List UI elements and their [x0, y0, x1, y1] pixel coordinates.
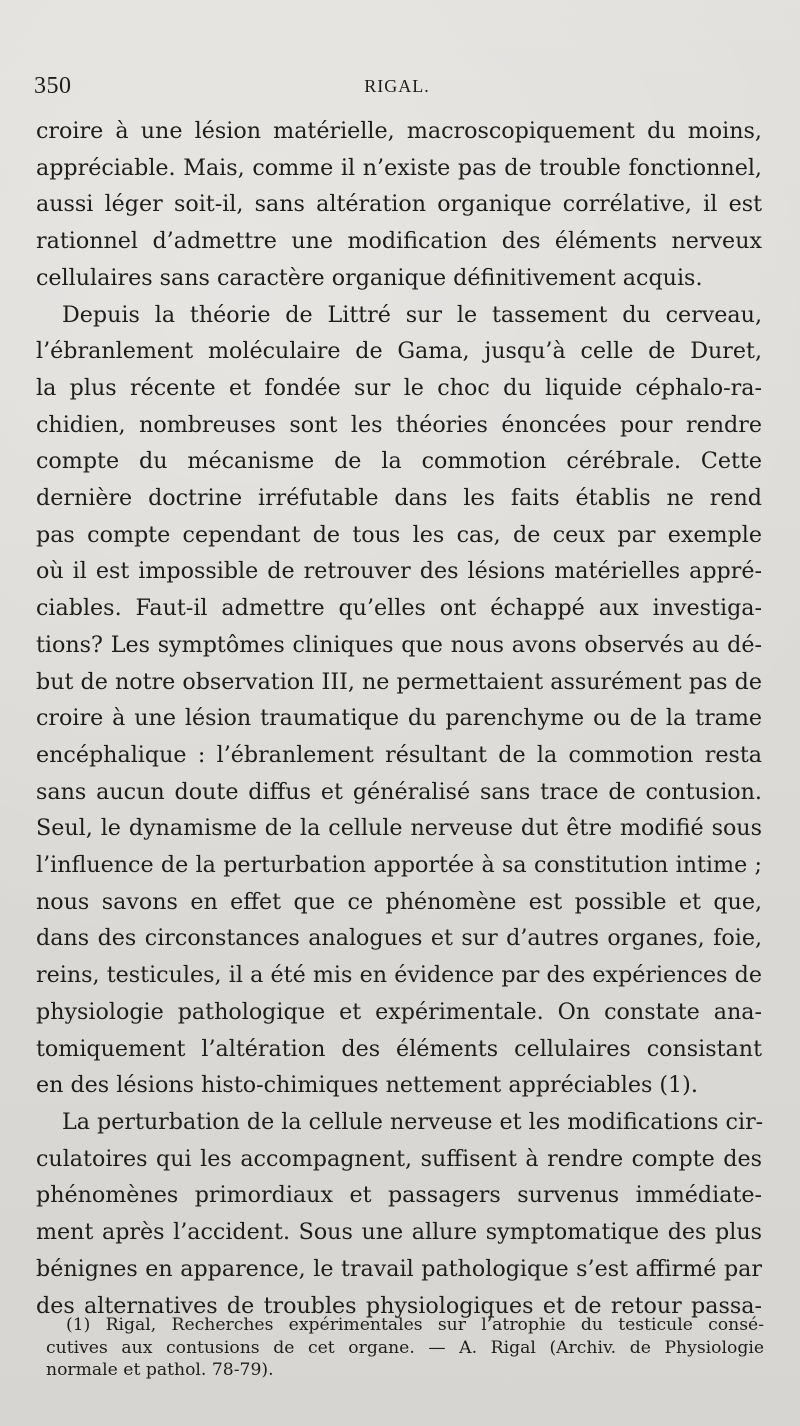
text-line: tomiquement l’altération des éléments cellulaires consistant — [36, 1035, 762, 1062]
text-line: culatoires qui les accompagnent, suffisent à rendre compte des — [36, 1145, 762, 1172]
text-line: cellulaires sans caractère organique définitivement acquis. — [36, 264, 703, 291]
text-line: des alternatives de troubles physiologiques et de retour passa- — [36, 1292, 762, 1319]
text-line: appréciable. Mais, comme il n’existe pas de trouble fonctionnel, — [36, 154, 762, 181]
text-line: bénignes en apparence, le travail pathologique s’est affirmé par — [36, 1255, 762, 1282]
text-line: Depuis la théorie de Littré sur le tassement du cerveau, — [62, 301, 762, 328]
text-line: aussi léger soit-il, sans altération organique corrélative, il est — [36, 191, 762, 218]
text-line: dans des circonstances analogues et sur d’autres organes, foie, — [36, 925, 762, 952]
text-line: nous savons en effet que ce phénomène est possible et que, — [36, 888, 762, 915]
text-line: croire à une lésion matérielle, macroscopiquement du moins, — [36, 118, 762, 144]
text-line: rationnel d’admettre une modification des éléments nerveux — [36, 228, 762, 255]
text-line: l’influence de la perturbation apportée à sa constitution intime ; — [36, 852, 762, 879]
text-line: Seul, le dynamisme de la cellule nerveuse dut être modifié sous — [36, 815, 762, 842]
text-line: dernière doctrine irréfutable dans les faits établis ne rend — [36, 485, 762, 512]
text-line: compte du mécanisme de la commotion cérébrale. Cette — [36, 448, 762, 475]
footnotes — [46, 1314, 764, 1382]
text-line: tions? Les symptômes cliniques que nous avons observés au dé- — [36, 631, 762, 658]
footnote-line: normale et pathol. 78-79). — [46, 1360, 274, 1380]
text-line: phénomènes primordiaux et passagers survenus immédiate- — [36, 1182, 762, 1209]
running-head — [34, 70, 760, 102]
footnote-line: (1) Rigal, Recherches expérimentales sur l’atrophie du testicule consé- — [66, 1315, 764, 1335]
page-number: 350 — [34, 72, 72, 99]
text-line: ciables. Faut-il admettre qu’elles ont échappé aux investiga- — [36, 595, 762, 622]
running-title: RIGAL. — [364, 75, 430, 96]
text-line: en des lésions histo-chimiques nettement appréciables (1). — [36, 1072, 698, 1099]
text-line: croire à une lésion traumatique du parenchyme ou de la trame — [36, 705, 762, 732]
text-line: la plus récente et fondée sur le choc du liquide céphalo-ra- — [36, 374, 762, 401]
text-line: l’ébranlement moléculaire de Gama, jusqu’à celle de Duret, — [36, 338, 762, 365]
text-line: ment après l’accident. Sous une allure symptomatique des plus — [36, 1219, 762, 1246]
footnote-line: cutives aux contusions de cet organe. — A. Rigal (Archiv. de Physiologie — [46, 1337, 764, 1358]
text-line: encéphalique : l’ébranlement résultant de la commotion resta — [36, 741, 762, 768]
text-line: but de notre observation III, ne permettaient assurément pas de — [36, 668, 762, 695]
body-text — [36, 113, 762, 1324]
text-line: reins, testicules, il a été mis en évidence par des expériences de — [36, 962, 762, 989]
text-line: sans aucun doute diffus et généralisé sans trace de contusion. — [36, 778, 762, 805]
text-line: La perturbation de la cellule nerveuse et les modifications cir- — [62, 1108, 764, 1135]
text-line: pas compte cependant de tous les cas, de ceux par exemple — [36, 521, 762, 548]
text-line: physiologie pathologique et expérimentale. On constate ana- — [36, 998, 762, 1025]
text-line: chidien, nombreuses sont les théories énoncées pour rendre — [36, 411, 762, 438]
text-line: où il est impossible de retrouver des lésions matérielles appré- — [36, 558, 762, 585]
